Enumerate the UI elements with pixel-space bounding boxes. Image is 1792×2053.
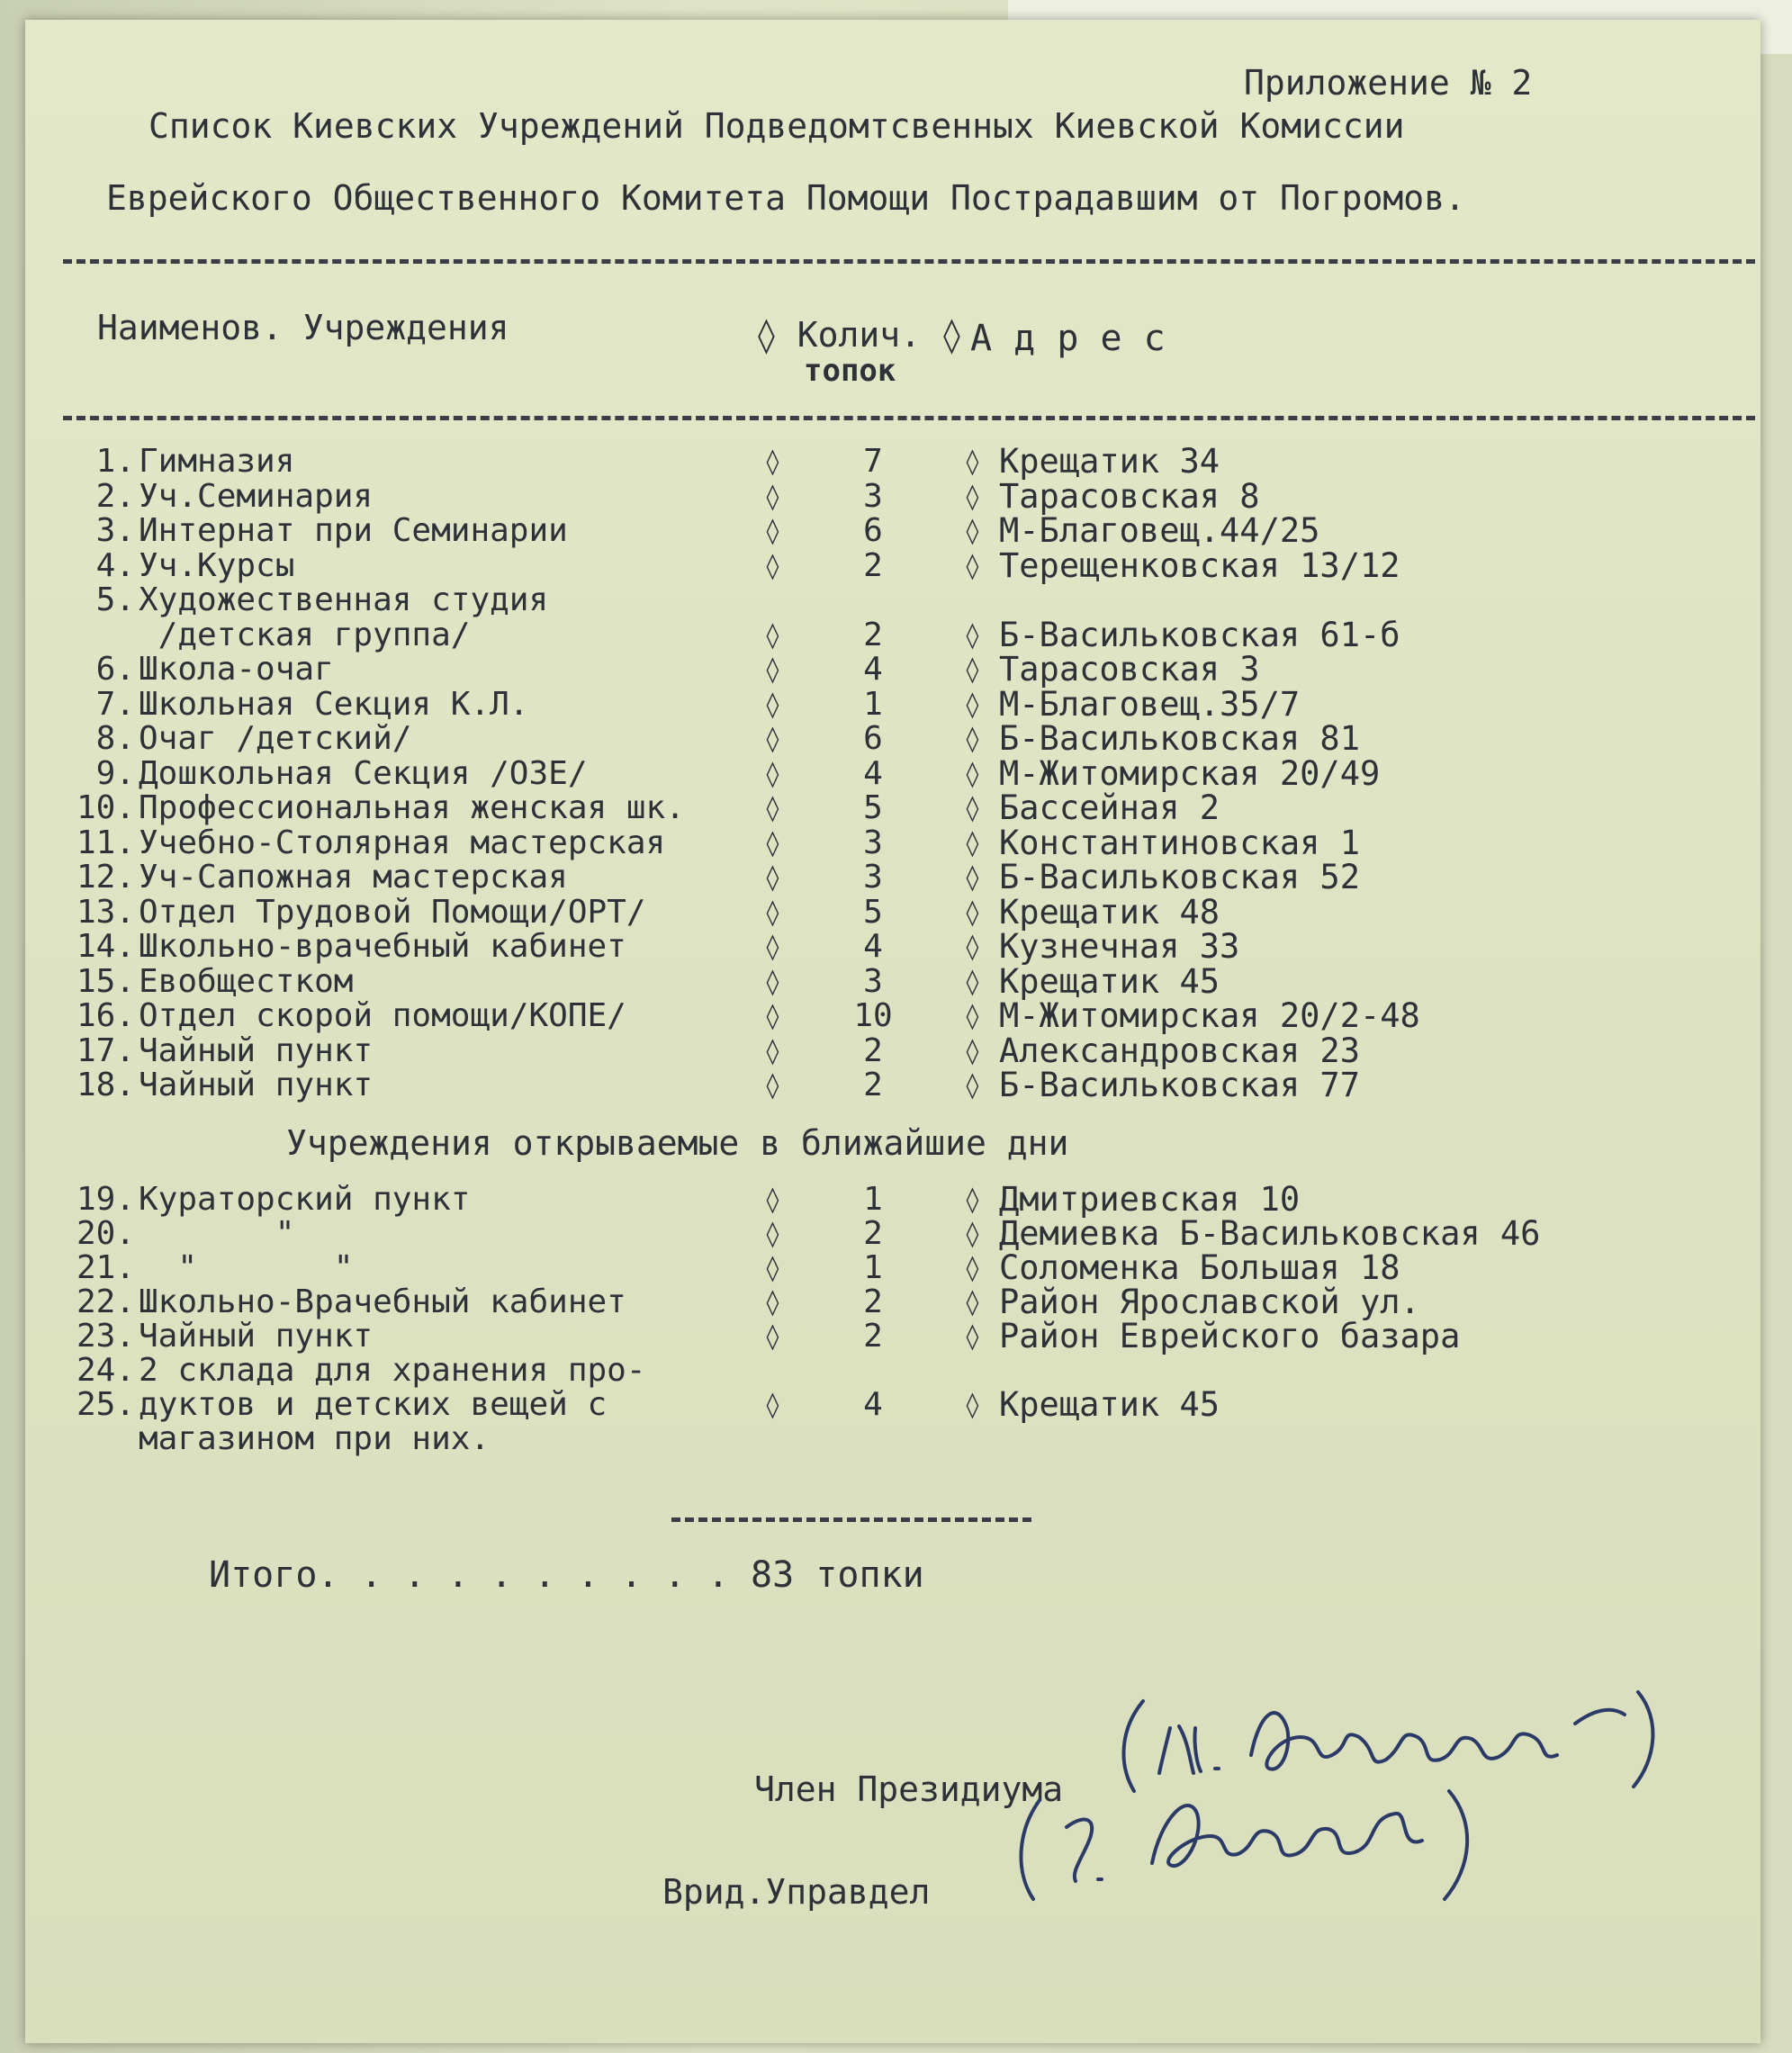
institution-address: Тарасовская 3 bbox=[999, 650, 1260, 689]
stove-count: 3 bbox=[863, 962, 883, 1000]
table-row bbox=[63, 583, 1728, 617]
column-marker: ◊ bbox=[765, 896, 780, 927]
institution-address: Крещатик 45 bbox=[999, 961, 1220, 1001]
institution-name: Очаг /детский/ bbox=[139, 720, 412, 757]
column-marker: ◊ bbox=[965, 1184, 980, 1214]
column-marker: ◊ bbox=[965, 1035, 980, 1066]
document-title-line-1: Список Киевских Учреждений Подведомтсвенных Киевской Комиссии bbox=[149, 106, 1405, 146]
column-marker: ◊ bbox=[965, 1001, 980, 1031]
column-marker: ◊ bbox=[965, 966, 980, 996]
stove-count: 1 bbox=[863, 1181, 883, 1218]
row-number: 3. bbox=[95, 512, 135, 549]
column-header-name: Наименов. Учреждения bbox=[97, 308, 509, 347]
column-marker: ◊ bbox=[965, 654, 980, 684]
institution-address: Дмитриевская 10 bbox=[999, 1180, 1301, 1219]
row-number: 14. bbox=[76, 928, 135, 965]
institution-name: Школьно-врачебный кабинет bbox=[139, 928, 626, 965]
column-marker: ◊ bbox=[765, 966, 780, 996]
stove-count: 2 bbox=[863, 1283, 883, 1320]
row-number: 23. bbox=[76, 1318, 135, 1355]
column-marker: ◊ bbox=[965, 1390, 980, 1419]
column-marker: ◊ bbox=[765, 1390, 780, 1419]
column-marker: ◊ bbox=[965, 516, 980, 545]
institution-name: Интернат при Семинарии bbox=[139, 512, 568, 549]
column-marker: ◊ bbox=[965, 1253, 980, 1283]
stove-count: 6 bbox=[863, 720, 883, 757]
institution-address: Александровская 23 bbox=[999, 1031, 1360, 1070]
column-marker: ◊ bbox=[965, 550, 980, 581]
section-subheading: Учреждения открываемые в ближайшие дни bbox=[286, 1123, 1069, 1163]
stove-count: 1 bbox=[863, 685, 883, 723]
institution-name: Отдел Трудовой Помощи/ОРТ/ bbox=[139, 893, 646, 931]
institution-name: Школьно-Врачебный кабинет bbox=[139, 1283, 626, 1320]
column-marker: ◊ bbox=[965, 446, 980, 476]
table-row bbox=[63, 1422, 1728, 1456]
column-marker: ◊ bbox=[765, 1253, 780, 1283]
stove-count: 1 bbox=[863, 1249, 883, 1286]
column-header-qty-unit: топок bbox=[804, 353, 896, 389]
column-header-qty bbox=[756, 317, 962, 353]
row-number: 9. bbox=[95, 754, 135, 792]
table-row bbox=[63, 1385, 1728, 1424]
table-row bbox=[63, 892, 1728, 932]
column-marker: ◊ bbox=[965, 1287, 980, 1317]
row-number: 13. bbox=[76, 893, 135, 931]
institution-address: М-Благовещ.44/25 bbox=[999, 511, 1320, 550]
column-marker: ◊ bbox=[965, 481, 980, 511]
institution-name: " bbox=[139, 1215, 295, 1252]
institution-address: Соломенка Большая 18 bbox=[999, 1248, 1400, 1287]
institution-name: Чайный пункт bbox=[139, 1067, 374, 1103]
column-marker: ◊ bbox=[765, 446, 780, 476]
row-number: 8. bbox=[95, 720, 135, 757]
stove-count: 7 bbox=[863, 443, 883, 480]
row-number: 2. bbox=[95, 477, 135, 515]
table-row bbox=[63, 1068, 1728, 1103]
table-row bbox=[63, 545, 1728, 585]
stove-count: 2 bbox=[863, 1067, 883, 1103]
row-number: 18. bbox=[76, 1067, 135, 1103]
table-row bbox=[63, 788, 1728, 827]
column-marker: ◊ bbox=[965, 862, 980, 892]
column-header-address: А д р е с bbox=[970, 318, 1166, 359]
table-row bbox=[63, 1285, 1728, 1319]
column-marker: ◊ bbox=[765, 758, 780, 788]
appendix-label: Приложение № 2 bbox=[1244, 63, 1533, 103]
stove-count: 4 bbox=[863, 928, 883, 965]
column-marker: ◊ bbox=[765, 862, 780, 892]
column-marker: ◊ bbox=[756, 315, 777, 355]
table-row bbox=[63, 996, 1728, 1035]
column-marker: ◊ bbox=[765, 1184, 780, 1214]
row-number: 4. bbox=[95, 546, 135, 584]
institution-name: Уч.Курсы bbox=[139, 546, 295, 584]
document-title-line-2: Еврейского Общественного Комитета Помощи Пострадавшим от Погромов. bbox=[106, 178, 1465, 218]
table-row bbox=[63, 1031, 1728, 1070]
stove-count: 4 bbox=[863, 651, 883, 688]
table-row bbox=[63, 860, 1728, 895]
institution-name: Дошкольная Секция /ОЗЕ/ bbox=[139, 754, 588, 792]
table-row bbox=[63, 753, 1728, 793]
column-marker: ◊ bbox=[765, 516, 780, 545]
row-number: 10. bbox=[76, 789, 135, 826]
institution-address: Демиевка Б-Васильковская 46 bbox=[999, 1214, 1541, 1253]
institution-address: Кузнечная 33 bbox=[999, 927, 1240, 966]
institution-address: Терещенковская 13/12 bbox=[999, 545, 1400, 585]
table-row bbox=[63, 476, 1728, 516]
column-marker: ◊ bbox=[765, 689, 780, 719]
table-row bbox=[63, 961, 1728, 1001]
column-marker: ◊ bbox=[765, 1287, 780, 1317]
institution-name: дуктов и детских вещей с bbox=[139, 1386, 608, 1423]
row-number: 1. bbox=[95, 443, 135, 480]
institution-name: Учебно-Столярная мастерская bbox=[139, 824, 666, 861]
stove-count: 3 bbox=[863, 477, 883, 515]
column-marker: ◊ bbox=[765, 827, 780, 858]
institution-address: М-Житомирская 20/2-48 bbox=[999, 996, 1420, 1035]
column-marker: ◊ bbox=[965, 619, 980, 650]
signatory-role-presidium: Член Президиума bbox=[754, 1769, 1064, 1809]
table-row bbox=[63, 442, 1728, 481]
column-marker: ◊ bbox=[765, 932, 780, 961]
institution-address: Б-Васильковская 61-б bbox=[999, 615, 1400, 654]
column-marker: ◊ bbox=[765, 793, 780, 823]
column-marker: ◊ bbox=[965, 724, 980, 753]
stove-count: 5 bbox=[863, 893, 883, 931]
column-marker: ◊ bbox=[965, 827, 980, 858]
row-number: 5. bbox=[95, 581, 135, 618]
stove-count: 3 bbox=[863, 859, 883, 896]
row-number: 11. bbox=[76, 824, 135, 861]
institution-address: Крещатик 34 bbox=[999, 442, 1220, 481]
table-row bbox=[63, 615, 1728, 654]
row-number: 25. bbox=[76, 1386, 135, 1423]
row-number: 7. bbox=[95, 685, 135, 723]
divider-top bbox=[63, 259, 1755, 264]
stove-count: 2 bbox=[863, 546, 883, 584]
table-row bbox=[63, 1180, 1728, 1219]
institution-address: Крещатик 45 bbox=[999, 1385, 1220, 1424]
institution-address: Константиновская 1 bbox=[999, 823, 1360, 862]
column-marker: ◊ bbox=[965, 1321, 980, 1351]
stove-count: 4 bbox=[863, 754, 883, 792]
institution-address: Район Еврейского базара bbox=[999, 1317, 1461, 1355]
column-marker: ◊ bbox=[965, 1219, 980, 1248]
column-marker: ◊ bbox=[965, 896, 980, 927]
stove-count: 2 bbox=[863, 1215, 883, 1252]
institution-name: Профессиональная женская шк. bbox=[139, 789, 685, 826]
column-marker: ◊ bbox=[765, 1219, 780, 1248]
institution-address: Б-Васильковская 81 bbox=[999, 719, 1360, 758]
column-marker: ◊ bbox=[765, 654, 780, 684]
handwritten-signature-2 bbox=[999, 1764, 1503, 1908]
stove-count: 2 bbox=[863, 616, 883, 653]
institution-name: Художественная студия bbox=[139, 581, 549, 618]
institution-name: Евобщестком bbox=[139, 962, 354, 1000]
table-row bbox=[63, 823, 1728, 862]
table-row bbox=[63, 1319, 1728, 1354]
column-marker: ◊ bbox=[965, 1070, 980, 1100]
divider-total bbox=[671, 1517, 1031, 1522]
column-marker: ◊ bbox=[941, 315, 962, 355]
row-number: 20. bbox=[76, 1215, 135, 1252]
table-row bbox=[63, 1354, 1728, 1388]
row-number: 15. bbox=[76, 962, 135, 1000]
stove-count: 6 bbox=[863, 512, 883, 549]
row-number: 17. bbox=[76, 1031, 135, 1069]
stove-count: 3 bbox=[863, 824, 883, 861]
stove-count: 2 bbox=[863, 1031, 883, 1069]
institution-name: Отдел скорой помощи/КОПЕ/ bbox=[139, 997, 626, 1034]
column-marker: ◊ bbox=[765, 1035, 780, 1066]
column-marker: ◊ bbox=[765, 1321, 780, 1351]
institution-name: /детская группа/ bbox=[139, 616, 471, 653]
table-row bbox=[63, 650, 1728, 689]
institution-name: Чайный пункт bbox=[139, 1031, 374, 1069]
row-number: 6. bbox=[95, 651, 135, 688]
stove-count: 2 bbox=[863, 1318, 883, 1355]
column-marker: ◊ bbox=[765, 1070, 780, 1100]
table-row bbox=[63, 719, 1728, 758]
table-row bbox=[63, 684, 1728, 724]
institution-name: магазином при них. bbox=[139, 1420, 491, 1457]
column-marker: ◊ bbox=[765, 724, 780, 753]
institution-address: М-Житомирская 20/49 bbox=[999, 753, 1381, 793]
table-row bbox=[63, 511, 1728, 550]
institution-name: Кураторский пункт bbox=[139, 1181, 471, 1218]
institution-address: Крещатик 48 bbox=[999, 892, 1220, 932]
signatory-role-manager: Врид.Управдел bbox=[662, 1872, 931, 1912]
institution-name: Уч-Сапожная мастерская bbox=[139, 859, 568, 896]
institution-name: Гимназия bbox=[139, 443, 295, 480]
column-marker: ◊ bbox=[765, 1001, 780, 1031]
column-header-qty-label: Колич. bbox=[797, 315, 922, 355]
institution-address: Бассейная 2 bbox=[999, 788, 1220, 827]
row-number: 12. bbox=[76, 859, 135, 896]
institution-name: 2 склада для хранения про- bbox=[139, 1352, 646, 1389]
institution-name: Чайный пункт bbox=[139, 1318, 374, 1355]
table-row bbox=[63, 1214, 1728, 1253]
divider-header bbox=[63, 416, 1755, 420]
institution-address: Б-Васильковская 77 bbox=[999, 1066, 1360, 1104]
institution-name: " " bbox=[139, 1249, 354, 1286]
table-row bbox=[63, 1248, 1728, 1287]
row-number: 16. bbox=[76, 997, 135, 1034]
stove-count: 4 bbox=[863, 1386, 883, 1423]
column-marker: ◊ bbox=[765, 481, 780, 511]
institution-address: Район Ярославской ул. bbox=[999, 1283, 1420, 1321]
column-marker: ◊ bbox=[965, 758, 980, 788]
institution-name: Школьная Секция К.Л. bbox=[139, 685, 529, 723]
stove-count: 5 bbox=[863, 789, 883, 826]
column-marker: ◊ bbox=[965, 689, 980, 719]
total-line: Итого. . . . . . . . . . 83 топки bbox=[209, 1554, 924, 1596]
row-number: 22. bbox=[76, 1283, 135, 1320]
institution-name: Уч.Семинария bbox=[139, 477, 374, 515]
column-marker: ◊ bbox=[765, 550, 780, 581]
institution-address: Тарасовская 8 bbox=[999, 476, 1260, 516]
row-number: 19. bbox=[76, 1181, 135, 1218]
column-marker: ◊ bbox=[965, 932, 980, 961]
row-number: 21. bbox=[76, 1249, 135, 1286]
stove-count: 10 bbox=[853, 997, 893, 1034]
table-row bbox=[63, 927, 1728, 966]
row-number: 24. bbox=[76, 1352, 135, 1389]
institution-name: Школа-очаг bbox=[139, 651, 334, 688]
institution-address: Б-Васильковская 52 bbox=[999, 858, 1360, 896]
institution-address: М-Благовещ.35/7 bbox=[999, 684, 1301, 724]
column-marker: ◊ bbox=[765, 619, 780, 650]
column-marker: ◊ bbox=[965, 793, 980, 823]
